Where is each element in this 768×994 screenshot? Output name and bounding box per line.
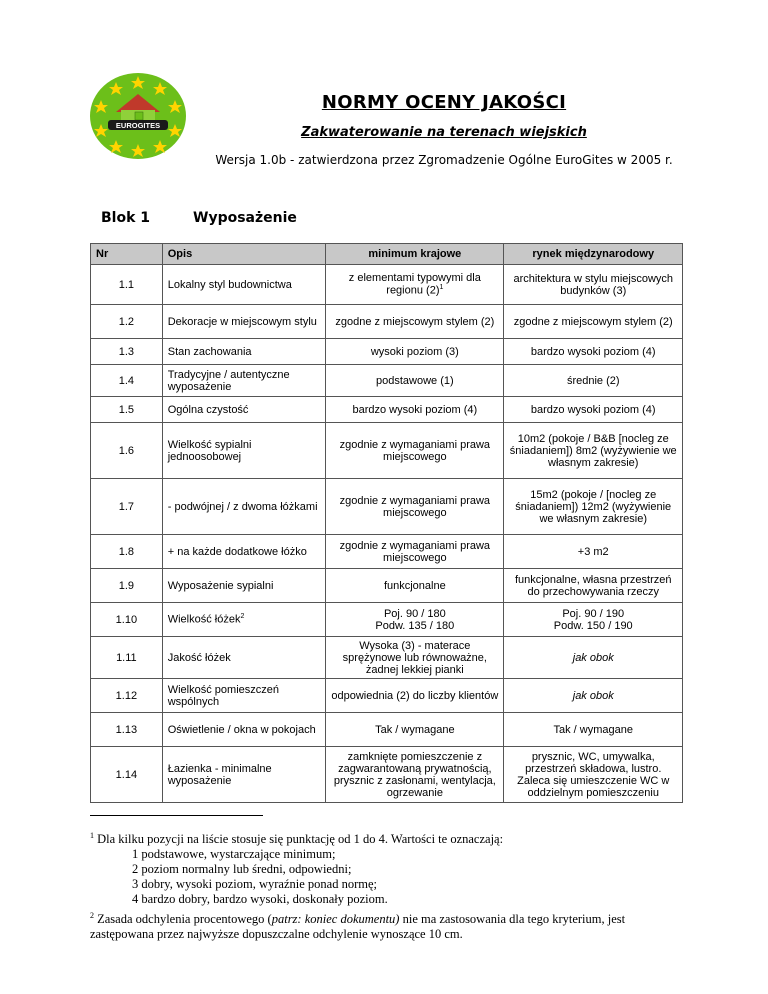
footnote-2-italic: patrz: koniec dokumentu) <box>271 912 400 927</box>
row-nr: 1.2 <box>91 305 163 339</box>
page-title: NORMY OCENY JAKOŚCI <box>321 92 567 113</box>
page-subtitle: Zakwaterowanie na terenach wiejskich <box>301 125 587 140</box>
row-rynek: bardzo wysoki poziom (4) <box>504 339 683 365</box>
row-nr: 1.10 <box>91 603 163 637</box>
footnote-list-item: 3 dobry, wysoki poziom, wyraźnie ponad normę; <box>132 877 377 892</box>
header-opis: Opis <box>162 244 325 265</box>
row-rynek: jak obok <box>504 637 683 679</box>
footnote-separator <box>90 815 263 816</box>
row-minimum: zgodnie z wymaganiami prawa miejscowego <box>326 479 504 535</box>
row-opis: Dekoracje w miejscowym stylu <box>162 305 325 339</box>
table-row <box>91 535 683 569</box>
row-minimum: odpowiednia (2) do liczby klientów <box>326 679 504 713</box>
header-nr: Nr <box>91 244 163 265</box>
row-nr: 1.6 <box>91 423 163 479</box>
table-row <box>91 637 683 679</box>
row-opis: Wielkość sypialni jednoosobowej <box>162 423 325 479</box>
row-rynek: Tak / wymagane <box>504 713 683 747</box>
footnote-list-item: 1 podstawowe, wystarczające minimum; <box>132 847 336 862</box>
row-minimum: funkcjonalne <box>326 569 504 603</box>
row-rynek: funkcjonalne, własna przestrzeń do przechowywania rzeczy <box>504 569 683 603</box>
table-row <box>91 747 683 803</box>
footnote-list-item: 2 poziom normalny lub średni, odpowiedni; <box>132 862 352 877</box>
row-rynek: średnie (2) <box>504 365 683 397</box>
row-opis: Wielkość pomieszczeń wspólnych <box>162 679 325 713</box>
row-rynek: Poj. 90 / 190 Podw. 150 / 190 <box>504 603 683 637</box>
table-row <box>91 397 683 423</box>
row-minimum: zgodnie z wymaganiami prawa miejscowego <box>326 423 504 479</box>
footnote-1-mark: 1 <box>90 831 94 840</box>
row-nr: 1.14 <box>91 747 163 803</box>
row-nr: 1.4 <box>91 365 163 397</box>
row-nr: 1.13 <box>91 713 163 747</box>
footnote-ref: 2 <box>240 613 245 621</box>
row-nr: 1.5 <box>91 397 163 423</box>
row-rynek: 10m2 (pokoje / B&B [nocleg ze śniadaniem]) 8m2 (wyżywienie we własnym zakresie) <box>504 423 683 479</box>
row-opis: Łazienka - minimalne wyposażenie <box>162 747 325 803</box>
row-opis: + na każde dodatkowe łóżko <box>162 535 325 569</box>
row-nr: 1.8 <box>91 535 163 569</box>
row-minimum: zgodne z miejscowym stylem (2) <box>326 305 504 339</box>
logo-text: EUROGITES <box>115 121 161 130</box>
row-opis: Stan zachowania <box>162 339 325 365</box>
footnote-2-pre: Zasada odchylenia procentowego ( <box>97 912 272 927</box>
table-row <box>91 603 683 637</box>
row-opis: Wyposażenie sypialni <box>162 569 325 603</box>
row-rynek: 15m2 (pokoje / [nocleg ze śniadaniem]) 12m2 (wyżywienie we własnym zakresie) <box>504 479 683 535</box>
footnote-2-post: nie ma zastosowania dla tego kryterium, jest zastępowana przez najwyższe dopuszczalne odchylenie wynoszące 10 cm. <box>90 912 626 942</box>
row-minimum: zgodnie z wymaganiami prawa miejscowego <box>326 535 504 569</box>
row-nr: 1.12 <box>91 679 163 713</box>
row-nr: 1.11 <box>91 637 163 679</box>
table-row <box>91 365 683 397</box>
row-opis: - podwójnej / z dwoma łóżkami <box>162 479 325 535</box>
row-rynek: architektura w stylu miejscowych budynków (3) <box>504 265 683 305</box>
row-nr: 1.1 <box>91 265 163 305</box>
row-minimum: Wysoka (3) - materace sprężynowe lub równoważne, żadnej lekkiej pianki <box>326 637 504 679</box>
row-minimum: Poj. 90 / 180 Podw. 135 / 180 <box>326 603 504 637</box>
block-name: Wyposażenie <box>193 210 297 226</box>
row-rynek: zgodne z miejscowym stylem (2) <box>504 305 683 339</box>
row-opis: Ogólna czystość <box>162 397 325 423</box>
header-rynek: rynek międzynarodowy <box>504 244 683 265</box>
block-number: Blok 1 <box>101 210 151 226</box>
table-header-row <box>91 244 683 265</box>
row-rynek: bardzo wysoki poziom (4) <box>504 397 683 423</box>
table-row <box>91 339 683 365</box>
footnote-2-mark: 2 <box>90 911 94 920</box>
table-row <box>91 265 683 305</box>
row-rynek: prysznic, WC, umywalka, przestrzeń składowa, lustro. Zaleca się umieszczenie WC w oddzielnym pomieszczeniu <box>504 747 683 803</box>
row-minimum: zamknięte pomieszczenie z zagwarantowaną prywatnością, prysznic z zasłonami, wentylacja, ogrzewanie <box>326 747 504 803</box>
row-opis: Oświetlenie / okna w pokojach <box>162 713 325 747</box>
table-row <box>91 679 683 713</box>
row-rynek: +3 m2 <box>504 535 683 569</box>
row-minimum: podstawowe (1) <box>326 365 504 397</box>
standards-table <box>90 243 683 803</box>
row-opis: Tradycyjne / autentyczne wyposażenie <box>162 365 325 397</box>
row-opis: Jakość łóżek <box>162 637 325 679</box>
footnote-1-list <box>90 847 690 907</box>
row-nr: 1.3 <box>91 339 163 365</box>
footnote-2 <box>90 908 690 942</box>
footnote-1 <box>90 828 690 907</box>
version-note: Wersja 1.0b - zatwierdzona przez Zgromadzenie Ogólne EuroGites w 2005 r. <box>215 153 673 167</box>
row-minimum: wysoki poziom (3) <box>326 339 504 365</box>
row-opis: Lokalny styl budownictwa <box>162 265 325 305</box>
row-nr: 1.7 <box>91 479 163 535</box>
header-minimum: minimum krajowe <box>326 244 504 265</box>
row-minimum: z elementami typowymi dla regionu $(2)^1$ <box>326 265 504 305</box>
table-row <box>91 569 683 603</box>
table-row <box>91 423 683 479</box>
row-nr: 1.9 <box>91 569 163 603</box>
table-row <box>91 713 683 747</box>
eurogites-logo <box>88 72 188 160</box>
row-minimum: Tak / wymagane <box>326 713 504 747</box>
table-row <box>91 479 683 535</box>
row-rynek: jak obok <box>504 679 683 713</box>
row-opis: Wielkość łóżek$^2$ <box>162 603 325 637</box>
table-row <box>91 305 683 339</box>
footnote-ref: 1 <box>439 284 444 292</box>
row-minimum: bardzo wysoki poziom (4) <box>326 397 504 423</box>
footnote-1-text: Dla kilku pozycji na liście stosuje się punktację od 1 do 4. Wartości te oznaczają: <box>97 832 504 847</box>
footnote-list-item: 4 bardzo dobry, bardzo wysoki, doskonały poziom. <box>132 892 388 907</box>
